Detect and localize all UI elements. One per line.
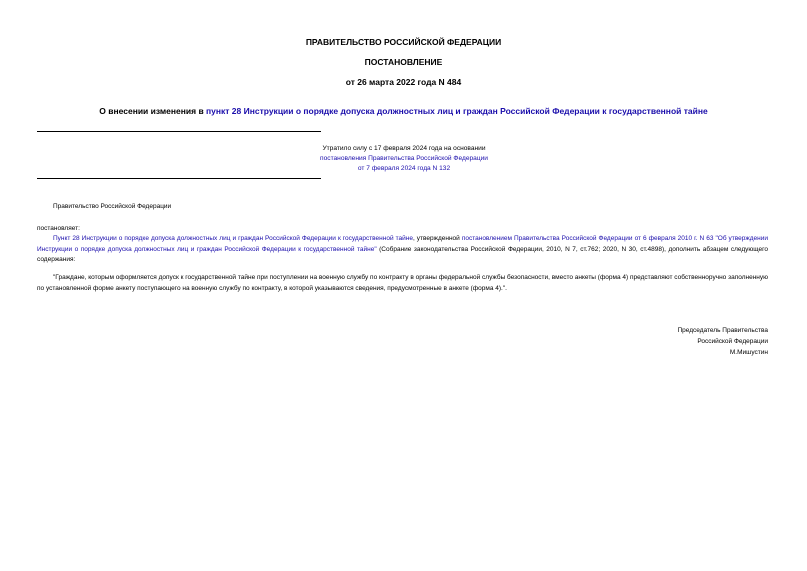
title-point-link[interactable]: пункт 28 Инструкции о порядке допуска должностных лиц и граждан Российской Федерации к государственной тайне (206, 106, 708, 116)
signature-position: Председатель Правительства (677, 327, 768, 334)
document-type: ПОСТАНОВЛЕНИЕ (364, 57, 443, 67)
signature-name: М.Мишустин (729, 349, 768, 356)
title-prefix: О внесении изменения в (99, 106, 207, 116)
repeal-resolution-link[interactable]: постановления Правительства Российской Федерации (320, 155, 488, 162)
amendment-source-text: (Собрание законодательства Российской Федерации, 2010, N 7, ст.762; 2020, N 30, ст.4898), дополнить абзацем следующего содержания: (37, 245, 768, 263)
amendment-paragraph (37, 234, 768, 266)
document-title (0, 106, 807, 117)
document-date-number: от 26 марта 2022 года N 484 (345, 77, 462, 87)
resolves-text: постановляет: (37, 225, 80, 232)
signature-block (677, 325, 768, 358)
repeal-notice (37, 144, 771, 174)
base-resolution-link[interactable]: постановлением Правительства Российской Федерации от 6 февраля 2010 г. N 63 "Об утверждении Инструкции о порядке допуска должностных лиц и граждан Российской Федерации к государственной тайне" (37, 235, 769, 253)
repeal-resolution-date-link[interactable]: от 7 февраля 2024 года N 132 (357, 165, 451, 172)
signature-position-country: Российской Федерации (697, 338, 768, 345)
government-heading: ПРАВИТЕЛЬСТВО РОССИЙСКОЙ ФЕДЕРАЦИИ (305, 37, 502, 47)
top-divider (37, 131, 321, 132)
amended-point-link[interactable]: Пункт 28 Инструкции о порядке допуска должностных лиц и граждан Российской Федерации к государственной тайне (53, 235, 413, 242)
amendment-text: , утвержденной (412, 235, 462, 242)
repeal-notice-text: Утратило силу с 17 февраля 2024 года на основании (322, 145, 486, 152)
issuer-text: Правительство Российской Федерации (53, 203, 172, 210)
bottom-divider (37, 178, 321, 179)
quoted-paragraph: "Граждане, которым оформляется допуск к государственной тайне при поступлении на военную службу по контракту в органы федеральной службы безопасности, вместо анкеты (форма 4) представляют собственноручно заполненную по установленной форме анкету поступающего на военную службу по контракту, в которой указываются сведения, предусмотренные в анкете (форма 4).". (37, 274, 768, 292)
